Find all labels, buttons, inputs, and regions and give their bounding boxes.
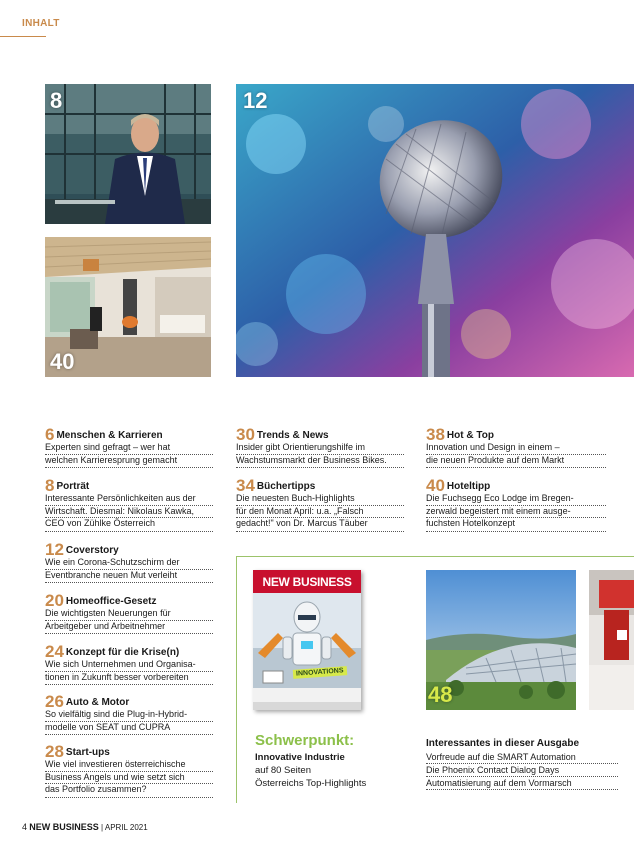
- toc-title: [426, 425, 606, 444]
- toc-title: [45, 742, 213, 761]
- toc-title-text: Menschen & Karrieren: [56, 430, 163, 441]
- toc-title: [45, 591, 213, 610]
- toc-item[interactable]: [45, 642, 213, 685]
- toc-item[interactable]: [426, 476, 606, 532]
- focus-highlights: Österreichs Top-Highlights: [255, 778, 367, 789]
- toc-page: 30: [236, 425, 255, 444]
- footer-issue: APRIL 2021: [104, 823, 148, 832]
- toc-item[interactable]: [45, 476, 213, 532]
- toc-item[interactable]: [45, 591, 213, 634]
- toc-page: 26: [45, 692, 64, 711]
- toc-title-text: Porträt: [56, 481, 90, 492]
- page-number-badge: 8: [50, 88, 63, 113]
- toc-description: Die neuesten Buch-Highlights für den Monat April: u.a. „Falsch gedacht!" von Dr. Marcus Täuber: [236, 493, 404, 532]
- toc-page: 28: [45, 742, 64, 761]
- header-rule: [0, 36, 46, 37]
- magazine-logo: NEW BUSINESS: [253, 570, 361, 593]
- focus-label: Schwerpunkt:: [255, 732, 355, 749]
- page-number-badge: 12: [243, 88, 268, 113]
- toc-page: 20: [45, 591, 64, 610]
- section-label: INHALT: [22, 18, 60, 29]
- toc-item[interactable]: [426, 425, 606, 468]
- cover-photo[interactable]: [236, 84, 634, 377]
- toc-title-text: Büchertipps: [256, 481, 316, 492]
- toc-title-text: Hoteltipp: [446, 481, 491, 492]
- toc-title-text: Trends & News: [256, 430, 329, 441]
- toc-page: 40: [426, 476, 445, 495]
- focus-topic: Innovative Industrie: [255, 752, 345, 763]
- toc-description: Interessante Persönlichkeiten aus der Wirtschaft. Diesmal: Nikolaus Kawka, CEO von Zühlke Österreich: [45, 493, 213, 532]
- toc-description: Wie viel investieren österreichische Business Angels und wie setzt sich das Portfolio zusammen?: [45, 759, 213, 798]
- toc-title-text: Homeoffice-Gesetz: [65, 596, 157, 607]
- toc-title: [45, 476, 213, 495]
- toc-title: [45, 425, 213, 444]
- toc-title-text: Hot & Top: [446, 430, 494, 441]
- toc-item[interactable]: [45, 425, 213, 468]
- footer-brand: NEW BUSINESS: [29, 822, 99, 832]
- toc-title: [236, 425, 404, 444]
- toc-title: [45, 540, 213, 559]
- toc-item[interactable]: [45, 540, 213, 583]
- page-footer: [22, 822, 148, 832]
- toc-description: Wie sich Unternehmen und Organisa- tionen in Zukunft besser vorbereiten: [45, 659, 213, 685]
- exhibition-image: [589, 570, 634, 710]
- toc-description: Die Fuchsegg Eco Lodge im Bregen- zerwald begeistert mit einem ausge- fuchsten Hotelkonzept: [426, 493, 606, 532]
- toc-page: 12: [45, 540, 64, 559]
- toc-title-text: Coverstory: [65, 545, 119, 556]
- magazine-badge: INNOVATIONS: [293, 666, 347, 679]
- toc-page: 6: [45, 425, 55, 444]
- toc-title: [426, 476, 606, 495]
- toc-description: Experten sind gefragt – wer hat welchen Karrieresprung gemacht: [45, 442, 213, 468]
- page-number-badge: 40: [50, 349, 75, 374]
- toc-page: 24: [45, 642, 64, 661]
- focus-pages: auf 80 Seiten: [255, 765, 311, 776]
- page-number-badge: 48: [428, 682, 453, 707]
- toc-description: Wie ein Corona-Schutzschirm der Eventbranche neuen Mut verleiht: [45, 557, 213, 583]
- exhibition-photo[interactable]: [589, 570, 634, 710]
- toc-description: Innovation und Design in einem – die neuen Produkte auf dem Markt: [426, 442, 606, 468]
- toc-page: 34: [236, 476, 255, 495]
- toc-description: So vielfältig sind die Plug-in-Hybrid- modelle von SEAT und CUPRA: [45, 709, 213, 735]
- interesting-item[interactable]: Die Phoenix Contact Dialog Days: [426, 764, 618, 777]
- footer-page-number: 4: [22, 822, 28, 832]
- toc-item[interactable]: [236, 425, 404, 468]
- footer-separator: |: [101, 823, 105, 832]
- magazine-bottom-strip: [253, 702, 361, 710]
- microphone-image: [236, 84, 634, 377]
- interesting-item[interactable]: Automatisierung auf dem Vormarsch: [426, 777, 618, 790]
- toc-item[interactable]: [45, 692, 213, 735]
- factory-photo[interactable]: [426, 570, 576, 710]
- focus-details: [255, 751, 366, 790]
- magazine-cover[interactable]: [253, 570, 361, 710]
- portrait-photo[interactable]: [45, 84, 211, 224]
- toc-item[interactable]: [236, 476, 404, 532]
- toc-title: [45, 692, 213, 711]
- toc-page: 8: [45, 476, 55, 495]
- portrait-image: [45, 84, 211, 224]
- toc-title: [45, 642, 213, 661]
- interesting-item[interactable]: Vorfreude auf die SMART Automation: [426, 751, 618, 764]
- toc-item[interactable]: [45, 742, 213, 798]
- toc-page: 38: [426, 425, 445, 444]
- toc-title: [236, 476, 404, 495]
- toc-title-text: Start-ups: [65, 747, 110, 758]
- interesting-list: [426, 751, 618, 790]
- toc-description: Insider gibt Orientierungshilfe im Wachstumsmarkt der Business Bikes.: [236, 442, 404, 468]
- toc-title-text: Konzept für die Krise(n): [65, 647, 180, 658]
- interesting-title: Interessantes in dieser Ausgabe: [426, 738, 580, 749]
- toc-description: Die wichtigsten Neuerungen für Arbeitgeber und Arbeitnehmer: [45, 608, 213, 634]
- toc-title-text: Auto & Motor: [65, 697, 130, 708]
- hotel-photo[interactable]: [45, 237, 211, 377]
